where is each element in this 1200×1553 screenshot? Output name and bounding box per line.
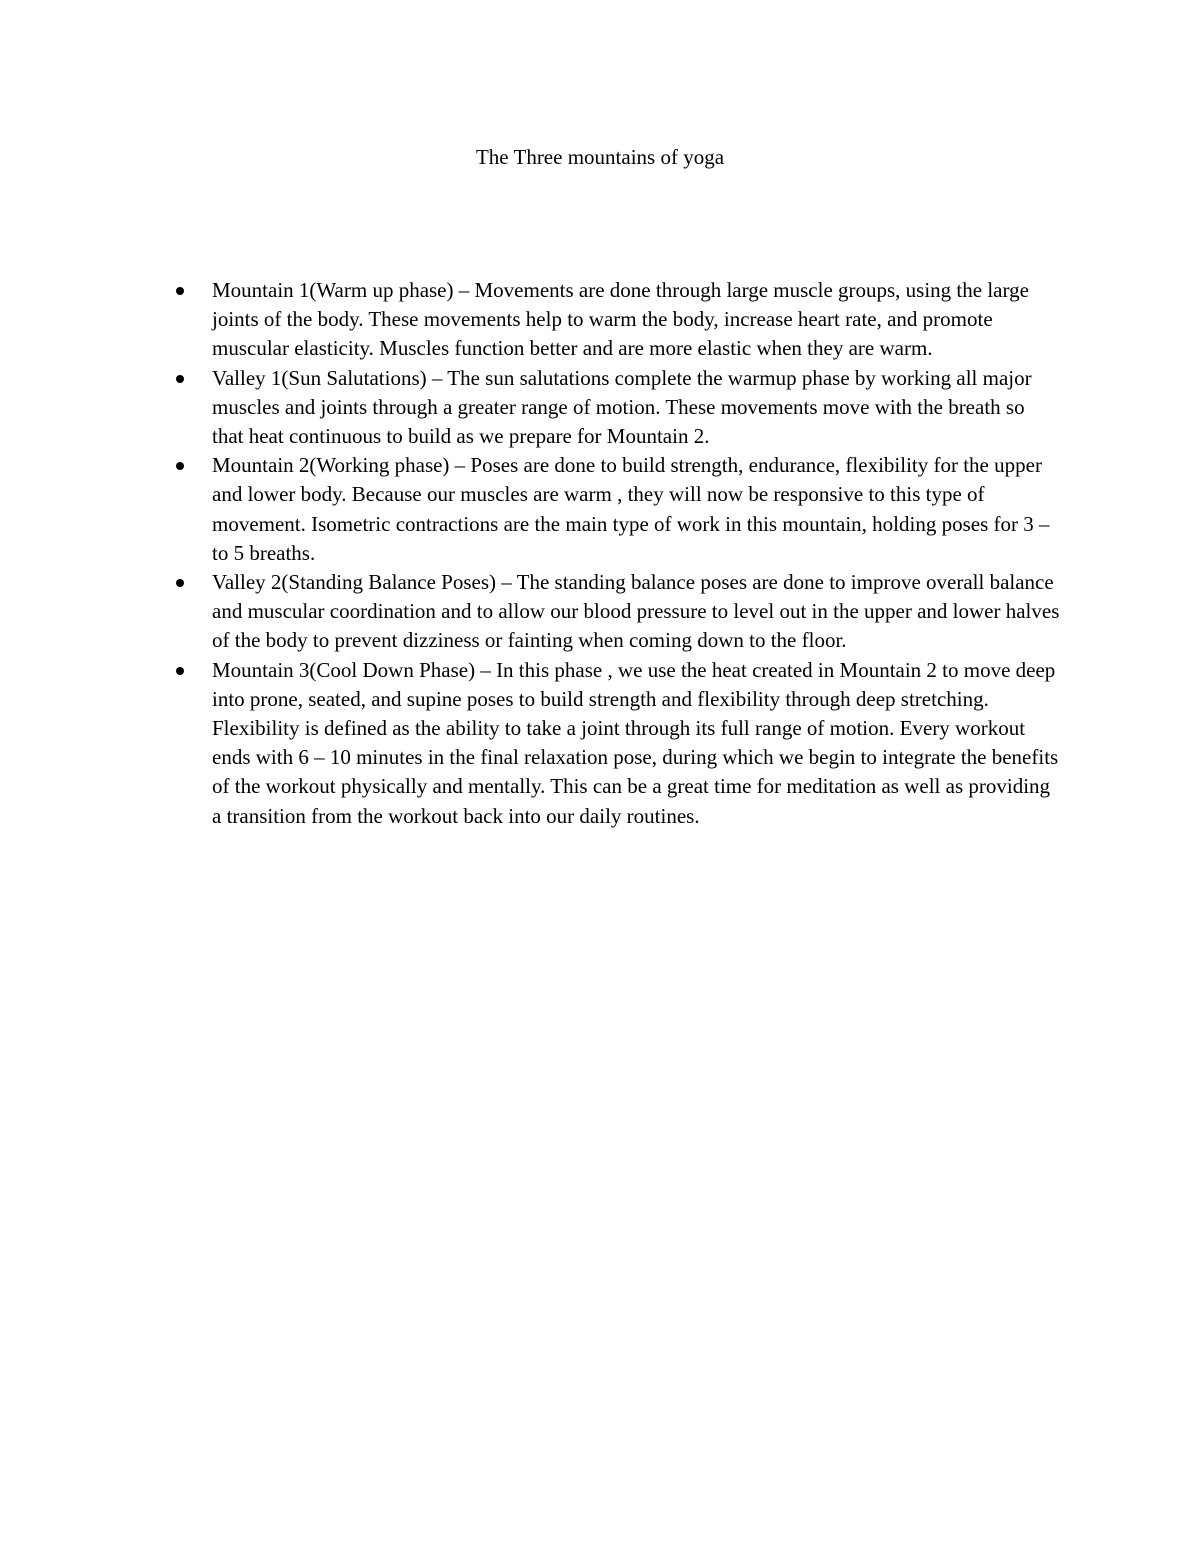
list-item-text: Valley 2(Standing Balance Poses) – The standing balance poses are done to improve overall balance and muscular coordination and to allow our blood pressure to level out in the upper and lower halves of the body to prevent dizziness or fainting when coming down to the floor.	[212, 570, 1060, 653]
document-title: The Three mountains of yoga	[475, 145, 725, 169]
bullet-icon	[176, 462, 184, 470]
bullet-list	[176, 276, 1061, 831]
list-item-valley-1	[176, 364, 1061, 452]
list-item-text: Mountain 1(Warm up phase) – Movements are done through large muscle groups, using the large joints of the body. These movements help to warm the body, increase heart rate, and promote muscular elasticity. Muscles function better and are more elastic when they are warm.	[212, 278, 1029, 361]
list-item-mountain-3	[176, 656, 1061, 831]
bullet-icon	[176, 287, 184, 295]
list-item-text: Mountain 2(Working phase) – Poses are done to build strength, endurance, flexibility for the upper and lower body. Because our muscles are warm , they will now be responsive to this type of movement. Isometric contractions are the main type of work in this mountain, holding poses for 3 – to 5 breaths.	[212, 453, 1050, 565]
bullet-icon	[176, 667, 184, 675]
list-item-text: Valley 1(Sun Salutations) – The sun salutations complete the warmup phase by working all major muscles and joints through a greater range of motion. These movements move with the breath so that heat continuous to build as we prepare for Mountain 2.	[212, 365, 1032, 449]
list-item-mountain-2	[176, 451, 1061, 568]
list-item-mountain-1	[176, 276, 1061, 364]
bullet-icon	[176, 579, 184, 587]
list-item-valley-2	[176, 568, 1061, 656]
list-item-text: Mountain 3(Cool Down Phase) – In this phase , we use the heat created in Mountain 2 to move deep into prone, seated, and supine poses to build strength and flexibility through deep stretching. Flexibility is defined as the ability to take a joint through its full range of motion. Every workout ends with 6 – 10 minutes in the final relaxation pose, during which we begin to integrate the benefits of the workout physically and mentally. This can be a great time for meditation as well as providing a transition from the workout back into our daily routines.	[212, 657, 1059, 828]
bullet-icon	[176, 375, 184, 383]
